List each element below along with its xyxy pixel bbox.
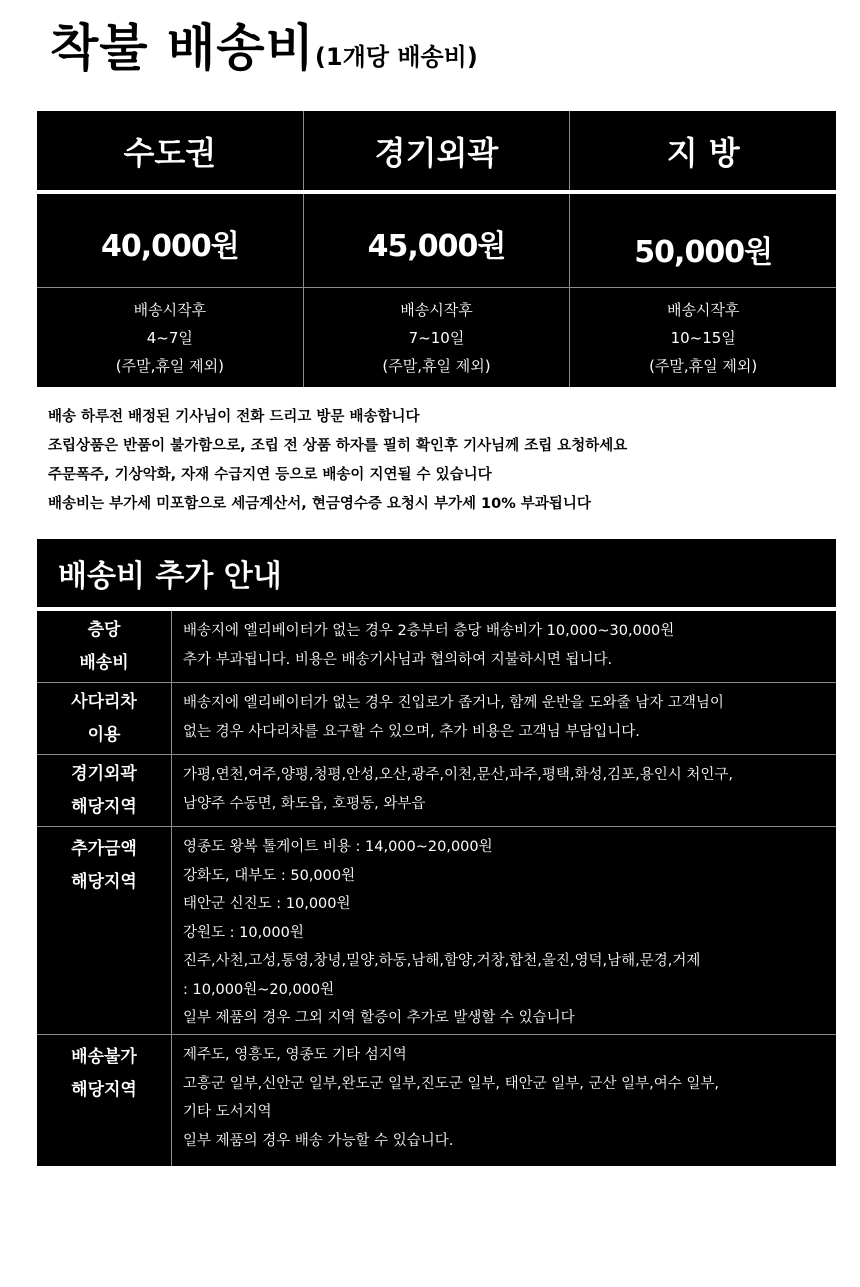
label-line: 추가금액 <box>71 839 137 859</box>
content-line: 고흥군 일부,신안군 일부,완도군 일부,진도군 일부, 태안군 일부, 군산 일부,여수 일부, <box>183 1075 719 1092</box>
region-header-row <box>37 111 836 190</box>
region-header-cell: 경기외곽 <box>304 111 571 190</box>
content-line: 영종도 왕복 톨게이트 비용 : 14,000~20,000원 <box>183 839 493 855</box>
price-cell: 40,000원 <box>37 194 304 287</box>
label-line: 해당지역 <box>71 872 137 892</box>
content-line: 배송지에 엘리베이터가 없는 경우 2층부터 층당 배송비가 10,000~30,000원 <box>183 623 675 639</box>
delivery-time-line: 7~10일 <box>408 328 465 347</box>
delivery-time-line: 배송시작후 <box>133 300 207 319</box>
content-line: 강원도 : 10,000원 <box>183 924 304 941</box>
content-line: 배송지에 엘리베이터가 없는 경우 진입로가 좁거나, 함께 운반을 도와줄 남자 고객님이 <box>183 695 724 711</box>
price-cell: 45,000원 <box>304 194 571 287</box>
content-line: 기타 도서지역 <box>183 1104 272 1120</box>
shipping-fee-table <box>37 111 836 387</box>
label-line: 사다리차 <box>71 691 137 712</box>
label-line: 해당지역 <box>71 1080 137 1100</box>
extra-fee-label <box>37 1035 172 1166</box>
delivery-time-cell <box>304 288 571 387</box>
extra-fee-row <box>37 827 836 1035</box>
extra-fee-content <box>172 611 836 682</box>
content-line: 추가 부과됩니다. 비용은 배송기사님과 협의하여 지불하시면 됩니다. <box>183 651 613 668</box>
content-line: : 10,000원~20,000원 <box>183 981 335 998</box>
content-line: 가평,연천,여주,양평,청평,안성,오산,광주,이천,문산,파주,평택,화성,김포,용인시 처인구, <box>183 767 733 783</box>
delivery-time-line: (주말,휴일 제외) <box>382 356 491 375</box>
price-cell: 50,000원 <box>634 234 773 270</box>
note-line: 주문폭주, 기상악화, 자재 수급지연 등으로 배송이 지연될 수 있습니다 <box>48 467 492 483</box>
label-line: 이용 <box>87 724 121 745</box>
label-line: 경기외곽 <box>71 763 137 784</box>
extra-fee-row <box>37 683 836 755</box>
content-line: 강화도, 대부도 : 50,000원 <box>183 867 356 884</box>
content-line: 제주도, 영흥도, 영종도 기타 섬지역 <box>183 1047 407 1063</box>
page-title-main: 착불 배송비 <box>50 19 315 77</box>
shipping-notes <box>48 403 838 519</box>
extra-fee-label <box>37 827 172 1034</box>
note-line: 조립상품은 반품이 불가함으로, 조립 전 상품 하자를 필히 확인후 기사님께 조립 요청하세요 <box>48 438 628 454</box>
page-title <box>50 8 478 80</box>
label-line: 배송비 <box>79 652 129 673</box>
content-line: 일부 제품의 경우 배송 가능할 수 있습니다. <box>183 1132 454 1149</box>
content-line: 남양주 수동면, 화도읍, 호평동, 와부읍 <box>183 795 426 812</box>
extra-fee-content <box>172 755 836 826</box>
label-line: 층당 <box>87 619 121 640</box>
region-header-cell: 지 방 <box>666 133 740 172</box>
extra-fee-content <box>172 1035 836 1166</box>
extra-fee-section-title: 배송비 추가 안내 <box>37 539 836 607</box>
price-row <box>37 194 836 287</box>
content-line: 일부 제품의 경우 그외 지역 할증이 추가로 발생할 수 있습니다 <box>183 1010 575 1026</box>
note-line: 배송비는 부가세 미포함으로 세금계산서, 현금영수증 요청시 부가세 10% 부과됩니다 <box>48 496 591 512</box>
delivery-time-line: 4~7일 <box>146 328 193 347</box>
label-line: 배송불가 <box>71 1047 137 1067</box>
extra-fee-row <box>37 611 836 683</box>
extra-fee-row <box>37 755 836 827</box>
content-line: 없는 경우 사다리차를 요구할 수 있으며, 추가 비용은 고객님 부담입니다. <box>183 723 640 740</box>
delivery-time-line: (주말,휴일 제외) <box>115 356 224 375</box>
extra-fee-content <box>172 683 836 754</box>
extra-fee-content <box>172 827 836 1034</box>
extra-fee-label <box>37 683 172 754</box>
extra-fee-table <box>37 611 836 1166</box>
delivery-time-cell <box>570 288 836 387</box>
delivery-time-line: 배송시작후 <box>666 300 740 319</box>
extra-fee-label <box>37 755 172 826</box>
extra-fee-label <box>37 611 172 682</box>
content-line: 진주,사천,고성,통영,창녕,밀양,하동,남해,함양,거창,합천,울진,영덕,남해,문경,거제 <box>183 953 701 969</box>
delivery-time-row <box>37 288 836 387</box>
note-line: 배송 하루전 배정된 기사님이 전화 드리고 방문 배송합니다 <box>48 409 420 425</box>
label-line: 해당지역 <box>71 796 137 817</box>
region-header-cell: 수도권 <box>37 111 304 190</box>
delivery-time-line: 10~15일 <box>670 328 736 347</box>
page-title-sub: (1개당 배송비) <box>314 43 478 71</box>
delivery-time-line: 배송시작후 <box>400 300 473 319</box>
delivery-time-line: (주말,휴일 제외) <box>649 356 758 375</box>
extra-fee-row <box>37 1035 836 1166</box>
content-line: 태안군 신진도 : 10,000원 <box>183 896 351 912</box>
delivery-time-cell <box>37 288 304 387</box>
